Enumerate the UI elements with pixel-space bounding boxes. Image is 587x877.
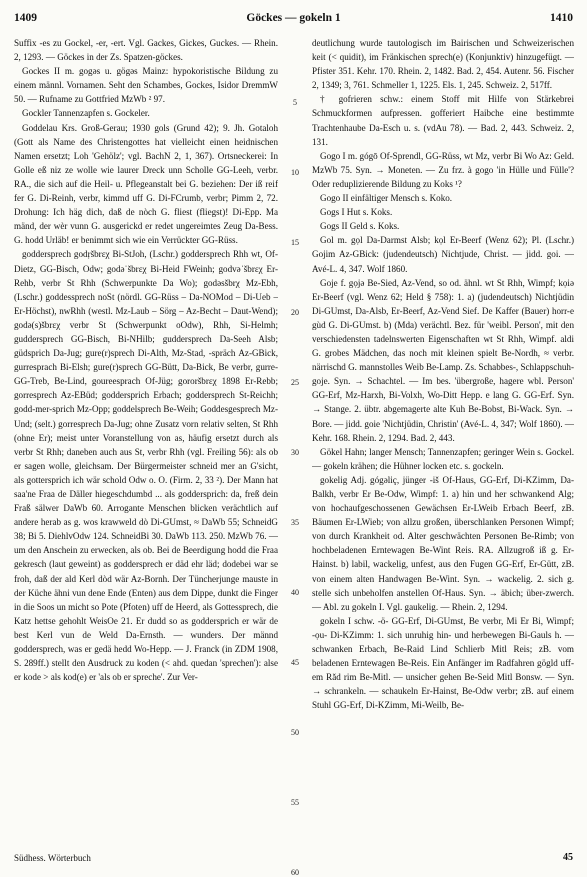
entry-paragraph: goddersprech gοdṛšbrεχ Bi-StJoh, (Lschr.) goddersprech Rhh wt, Of-Dietz, GG-Bisch, Odw; godəˈšbrεχ Bi-Heid FWeinh; godvəˈšbrεχ Er-Rehb, verbr St Rhh (Schwerpunkte Da Wo); godəsšbrχ Mz-Ebh, (Lschr.) goddessprech noSt (nördl. GG-Rüss – Da-NOMod – Di-Ueb – Er-Höchst), nwRhh (westl. Mz-Laub – Sörg – Az-Becht – Daut-Wend); godə(s)šbrεχ verbr St (Schwerpunkt oOdw), Rhh, Si-Helmh; guddersprech GG-Bisch, Bi-NHilb; guddersprech Da-Seeh Alsb; güdsprich Da-Jug; gure(r)sprech Di-Alth, Mz-Stad, -spräch Az-GBick, gurresprach Bi-Elsh; gure(r)sprech GG-Bütt, Da-Bick, Be verbr, gurre- GG-Treb, Be-Lind, goureesprach Of-Jüg; gororšbrεχ 1898 Er-Rebb; gorresprech Az-EBüd; goddersprich Erbach; goddersprech St-Reichh; godd-mer-sprich Mz-Opp; goddelsprech Be-Weih; Goddesgesprech Mz-Und; (selt.) gorresprech Da-Jug; ohne Zusatz vorn relativ selten, St Rhh (ohne Er); meist unter Voranstellung von as, häufig ersetzt durch als verbr St Rhh; daneben auch aus St, verbr Rhh (vgl. Freiling 56): als ob er sagen wolle, gleichsam. Der Bürgermeister schneid mer an G'sicht, als gottersprich ich wär schold Odw o. O. (Firm. 2, 33 ²). Der Mann hat saa'ne Fraa de Däller hiegeschdumbd ... als goddersprich: da, freß dein Fraß sälwer DaWb 60. Arrogante Menschen blicken verächtlich auf andere herab as g. wos krawweld dò Di-GUmst, ≈ DaWb 55; SchneidG 38; Bi 5. DiehlvOdw 124. SchneidBi 30. DaWb 113. 250. MzWb 76. — um den Anschein zu erwecken, als ob. Bei de Beerdigung hodd die Fraa gekresch (laut geweint) as goddersprech er däd ehr läd; dodebei war se froh, daß der ald Kerl dòd wär Az-Bornh. Der Tüncherjunge mauste in der Küche ähni vun dene Ende (Enten) aus dem Dippe, dunkt die Finger in die Soos un micht so Pote (Pfoten) uff de Heerd, als Gottessprech, die Katz hettse gehohlt WeisOe 21. Er dudd so as goddersprich er wär de best Kerl vun de Weld Da-Ernsth. — wunders. Der männd goddersprech, was er gedä hedd Wo-Hepp. — J. Franck (in ZDM 1908, S. 289ff.) stellt den Ausdruck zu koden (< ahd. quedan 'sprechen'): alse er kode > als kod(e) er 'als ob er spreche'. Zur Ver- <box>14 249 278 683</box>
entry-paragraph: gokelig Adj. gógəliç, jünger -iš Of-Haus, GG-Erf, Di-KZimm, Da-Balkh, verbr Er Be-Odw, Wimpf: 1. a) hin und her schwankend Alg; von hochaufgeschossenen Gewächsen Er-LWeib Erbach Beerf, zB. Bäumen Er-LWieb; von allzu großen, überschlanken Personen Wimpf; von durch Krankheit od. Alter geschwächten Personen Be-Rimb; von hochbeladenen Erntewagen Be-Wint Reis. RA. Allzugroß iß g. Er-Hainst. b) labil, wackelig, unfest, aus den Fugen GG-Erf, Er-Gütt, zB. von einem alten Handwagen Be-Wint. Syn. → wackelig. 2. sich g. stelle sich unbeholfen anstellen Of-Haus. Syn. → äbich; über-zwerch. — Abl. zu gokeln I. Vgl. gaukelig. — Rhein. 2, 1294. <box>312 474 574 612</box>
line-number: 25 <box>291 378 299 387</box>
left-column <box>14 36 278 836</box>
entry-paragraph: Gogs II Geld s. Koks. <box>320 221 400 232</box>
running-title: Göckes — gokeln 1 <box>246 12 341 24</box>
line-number: 35 <box>291 518 299 527</box>
entry-paragraph: gokeln I schw. -ö- GG-Erf, Di-GUmst, Be verbr, Mi Er Bi, Wimpf; -ọu- Di-KZimm: 1. sich unruhig hin- und herbewegen Bi-Gauls h. — schwanken Erbach, Be-Raid Lind Schlierb Mitl Reis; zB. vom beladenen Erntewagen Be-Reis. Ein Anfänger im Radfahren gögld uff-em Rǎd rim Be-Mitl. — unsicher gehen Be-Seid Mitl Bonsw. — Syn. → schrankeln. — schaukeln Er-Hainst, Be-Odw verbr; zB. auf einem Stuhl GG-Erf, Di-KZimm, Mi-Weilb, Be- <box>312 615 574 711</box>
entry-paragraph: Gockler Tannenzapfen s. Gockeler. <box>22 108 150 119</box>
entry-paragraph: Gogo II einfältiger Mensch s. Koko. <box>320 193 453 204</box>
publication-name: Südhess. Wörterbuch <box>14 853 91 863</box>
entry-paragraph: Gogs I Hut s. Koks. <box>320 207 393 218</box>
entry-paragraph: Gogo I m. gógō Of-Sprendl, GG-Rüss, wt Mz, verbr Bi Wo Az: Geld. MzWb 75. Syn. → Moneten. — Zu frz. à gogo 'in Hülle und Fülle'? Oder reduplizierende Bildung zu Koks ¹? <box>312 150 574 189</box>
page-number-right: 1410 <box>550 12 573 24</box>
sheet-number: 45 <box>563 852 573 863</box>
page-number-left: 1409 <box>14 12 37 24</box>
line-number: 60 <box>291 868 299 877</box>
line-number: 30 <box>291 448 299 457</box>
line-number: 50 <box>291 728 299 737</box>
page-header <box>14 12 573 28</box>
page-footer <box>14 849 573 863</box>
line-number-margin <box>282 36 308 877</box>
entry-paragraph: deutlichung wurde tautologisch im Bairischen und Schweizerischen keit (< quidit), im Fränkischen sprech(e) (Konjunktiv) hinzugefügt. — Pfister 351. Kehr. 170. Rhein. 2, 1482. Bad. 2, 454. Autenr. 56. Fischer 2, 1349; 3, 761. Schmeller 1, 1225. Els. 1, 245. Schweiz. 2, 517ff. <box>312 38 574 91</box>
line-number: 20 <box>291 308 299 317</box>
right-column <box>312 36 574 836</box>
line-number: 45 <box>291 658 299 667</box>
line-number: 15 <box>291 238 299 247</box>
entry-paragraph: Gökel Hahn; langer Mensch; Tannenzapfen; geringer Wein s. Gockel. — gokeln krähen; die Hühner locken etc. s. gockeln. <box>312 446 574 471</box>
line-number: 5 <box>293 98 297 107</box>
line-number: 10 <box>291 168 299 177</box>
line-number: 40 <box>291 588 299 597</box>
entry-paragraph: Gol m. gọl Da-Darmst Alsb; kọl Er-Beerf (Wenz 62); Pl. (Lschr.) Gojim Az-GBick: (judendeutsch) Nichtjude, Christ. — jidd. goi. — Avé-L. 4, 347. Wolf 1860. <box>312 235 574 274</box>
entry-paragraph: Suffix -es zu Gockel, -er, -ert. Vgl. Gackes, Gickes, Guckes. — Rhein. 2, 1293. — Göckes in der Zs. Spatzen-göckes. <box>14 38 278 63</box>
line-number: 55 <box>291 798 299 807</box>
entry-paragraph: Goje f. gọjə Be-Sied, Az-Vend, so od. ähnl. wt St Rhh, Wimpf; kọiə Er-Beerf (vgl. Wenz 62; Held § 758): 1. a) (judendeutsch) Nichtjüdin Di-GUmst, Da-Alsb, Er-Beerf, Az-Vend Sief. De Kaffer (Bauer) horr-e gùd G. Di-GUmst. b) (Mda) verächtl. Bez. für 'weibl. Person', mit den verschiedensten tadelnswerten Eigenschaften wt St Rhh, Wimpf. aldi G. grobes Mädchen, das noch mit kleinen spielt Be-Nordh, ≈ verbr. närrischd G. mannstolles Weib Be-Lamp. Zs. Schabbes-, Schlappschuh-goje. Syn. → Schachtel. — Im bes. 'übergroße, hagere wbl. Person' GG-Erf, Mz-Harxh, Bi-Volxh, Wo-Ditt Hepp. e lang G. GG-Erf. Syn. → Stange. 2. übtr. abgemagerte alte Kuh Be-Bobst, Bi-Wack. Syn. → Bore. — jidd. goie 'Nichtjüdin, Christin' (Avé-L. 4, 347; Wolf 1860). — Kehr. 168. Rhein. 2, 1294. Bad. 2, 443. <box>312 277 574 443</box>
entry-paragraph: Goddelau Krs. Groß-Gerau; 1930 gols (Grund 42); 9. Jh. Gotaloh (Gott als Name des Christengottes hat vielleicht einen heidnischen Namen ersetzt; Loh 'Gehölz'; vgl. BachN 2, 1, 367). Ortsneckerei: In Golle eß niz ze wolle wie laurer Dreck unn Scholle GG-Leeh, verbr. RA., die sich auf die Heil- u. Pflegeanstalt bei G. beziehen: Der iß reif fer G. Di-Reinh, verbr, kimmd uff G. Di-FCrumb, verbr; Pimm 2, 72. Drohung: Ich häg dich, daß de nòch G. fliest (fliegst)! Di-Epp. Ma mänd, der wèr vunn G. ausgerickd er redet ungereimtes Zeug Da-Bess. G. hodd Urläb! er benimmt sich wie ein Verrückter GG-Rüss. <box>14 122 278 246</box>
entry-paragraph: † gofrieren schw.: einem Stoff mit Hilfe von Stärkebrei Schmuckformen aufpressen. gofferiert Haibche eine bestimmte Trachtenhaube Da-Esch u. s. (vdAu 78). — Bad. 2, 443. Schweiz. 2, 131. <box>312 94 574 147</box>
entry-paragraph: Gockes II m. gogəs u. gögəs Mainz: hypokoristische Bildung zu einem männl. Vornamen. Seht den Schambes, Gockes, Isidor DremmW 50. — Rufname zu Gottfried MzWb ² 97. <box>14 66 278 105</box>
